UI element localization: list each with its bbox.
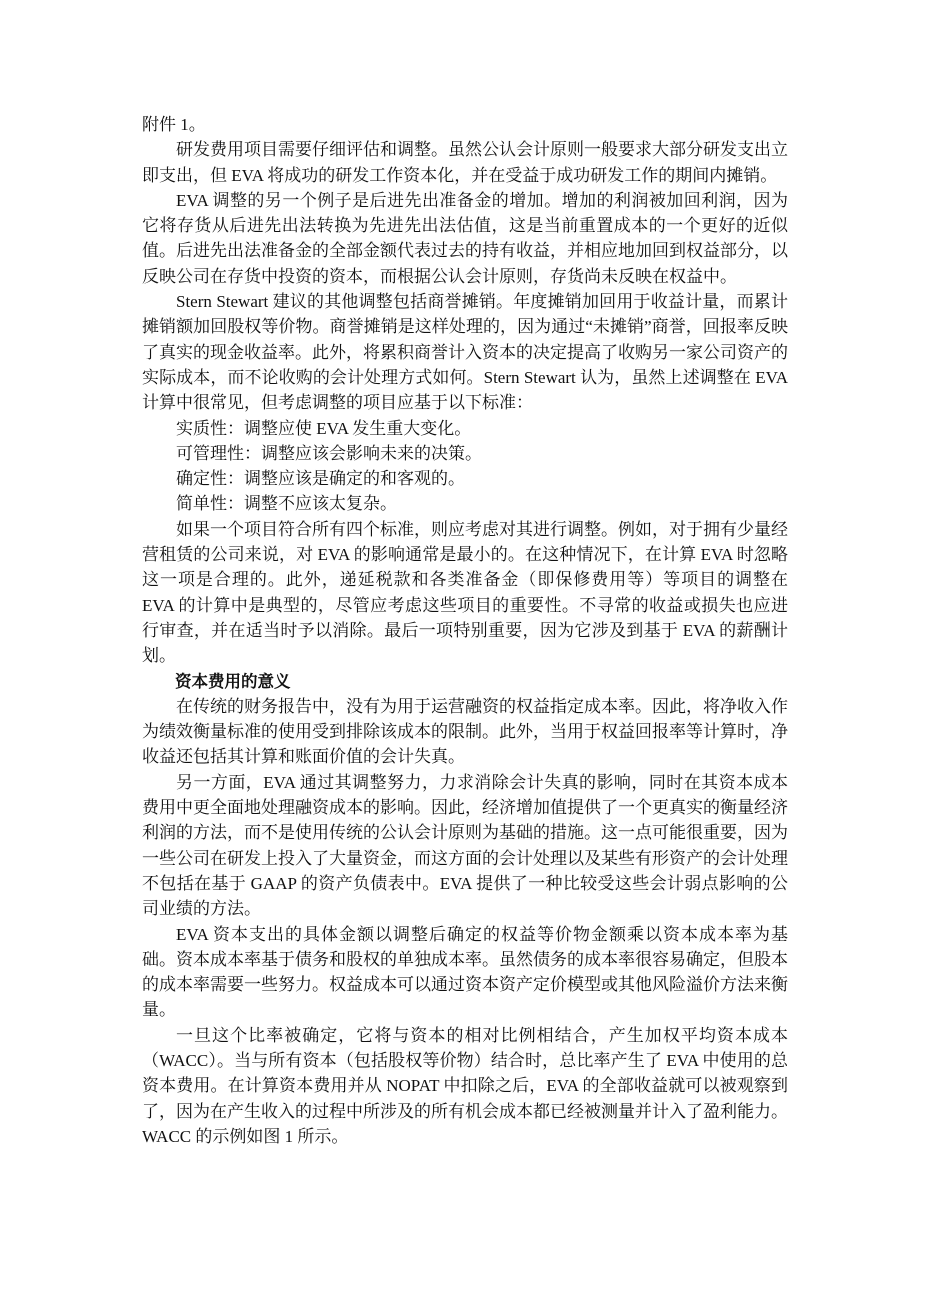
criterion-simplicity: 简单性：调整不应该太复杂。	[176, 494, 397, 514]
paragraph-capital-cost-rate: EVA 资本支出的具体金额以调整后确定的权益等价物金额乘以资本成本率为基础。资本成本率基于债务和股权的单独成本率。虽然债务的成本率很容易确定，但股本的成本率需要一些努力。权益成本可以通过资本资产定价模型或其他风险溢价方法来衡量。	[142, 924, 788, 1020]
paragraph-attachment-ref: 附件 1。	[142, 115, 206, 134]
paragraph-lifo-reserve: EVA 调整的另一个例子是后进先出准备金的增加。增加的利润被加回利润，因为它将存货从后进先出法转换为先进先出法估值，这是当前重置成本的一个更好的近似值。后进先出法准备金的全部金额代表过去的持有收益，并相应地加回到权益部分，以反映公司在存货中投资的资本，而根据公认会计原则，存货尚未反映在权益中。	[142, 190, 788, 286]
paragraph-traditional-reporting: 在传统的财务报告中，没有为用于运营融资的权益指定成本率。因此，将净收入作为绩效衡量标准的使用受到排除该成本的限制。此外，当用于权益回报率等计算时，净收益还包括其计算和账面价值的会计失真。	[142, 696, 788, 767]
criterion-definitiveness: 确定性：调整应该是确定的和客观的。	[176, 469, 465, 489]
criterion-manageability: 可管理性：调整应该会影响未来的决策。	[176, 443, 482, 463]
paragraph-adjustment-criteria: 如果一个项目符合所有四个标准，则应考虑对其进行调整。例如，对于拥有少量经营租赁的公司来说，对 EVA 的影响通常是最小的。在这种情况下，在计算 EVA 时忽略这一项是合理的。此外，递延税款和各类准备金（即保修费用等）等项目的调整在 EVA 的计算中是典型的，尽管应考虑这些项目的重要性。不寻常的收益或损失也应进行审查，并在适当时予以消除。最后一项特别重要，因为它涉及到基于 EVA 的薪酬计划。	[142, 519, 788, 666]
section-heading-capital-charge: 资本费用的意义	[175, 671, 291, 691]
paragraph-eva-adjustments: 另一方面，EVA 通过其调整努力，力求消除会计失真的影响，同时在其资本成本费用中更全面地处理融资成本的影响。因此，经济增加值提供了一个更真实的衡量经济利润的方法，而不是使用传统的公认会计原则为基础的措施。这一点可能很重要，因为一些公司在研发上投入了大量资金，而这方面的会计处理以及某些有形资产的会计处理不包括在基于 GAAP 的资产负债表中。EVA 提供了一种比较受这些会计弱点影响的公司业绩的方法。	[142, 772, 788, 919]
criterion-materiality: 实质性：调整应使 EVA 发生重大变化。	[176, 418, 472, 438]
paragraph-rd-expense: 研发费用项目需要仔细评估和调整。虽然公认会计原则一般要求大部分研发支出立即支出，但 EVA 将成功的研发工作资本化，并在受益于成功研发工作的期间内摊销。	[142, 140, 788, 185]
paragraph-wacc: 一旦这个比率被确定，它将与资本的相对比例相结合，产生加权平均资本成本（WACC）。当与所有资本（包括股权等价物）结合时，总比率产生了 EVA 中使用的总资本费用。在计算资本费用并从 NOPAT 中扣除之后，EVA 的全部收益就可以被观察到了，因为在产生收入的过程中所涉及的所有机会成本都已经被测量并计入了盈利能力。WACC 的示例如图 1 所示。	[142, 1025, 788, 1146]
paragraph-goodwill: Stern Stewart 建议的其他调整包括商誉摊销。年度摊销加回用于收益计量，而累计摊销额加回股权等价物。商誉摊销是这样处理的，因为通过“未摊销”商誉，回报率反映了真实的现金收益率。此外，将累积商誉计入资本的决定提高了收购另一家公司资产的实际成本，而不论收购的会计处理方式如何。Stern Stewart 认为，虽然上述调整在 EVA 计算中很常见，但考虑调整的项目应基于以下标准：	[142, 292, 788, 413]
